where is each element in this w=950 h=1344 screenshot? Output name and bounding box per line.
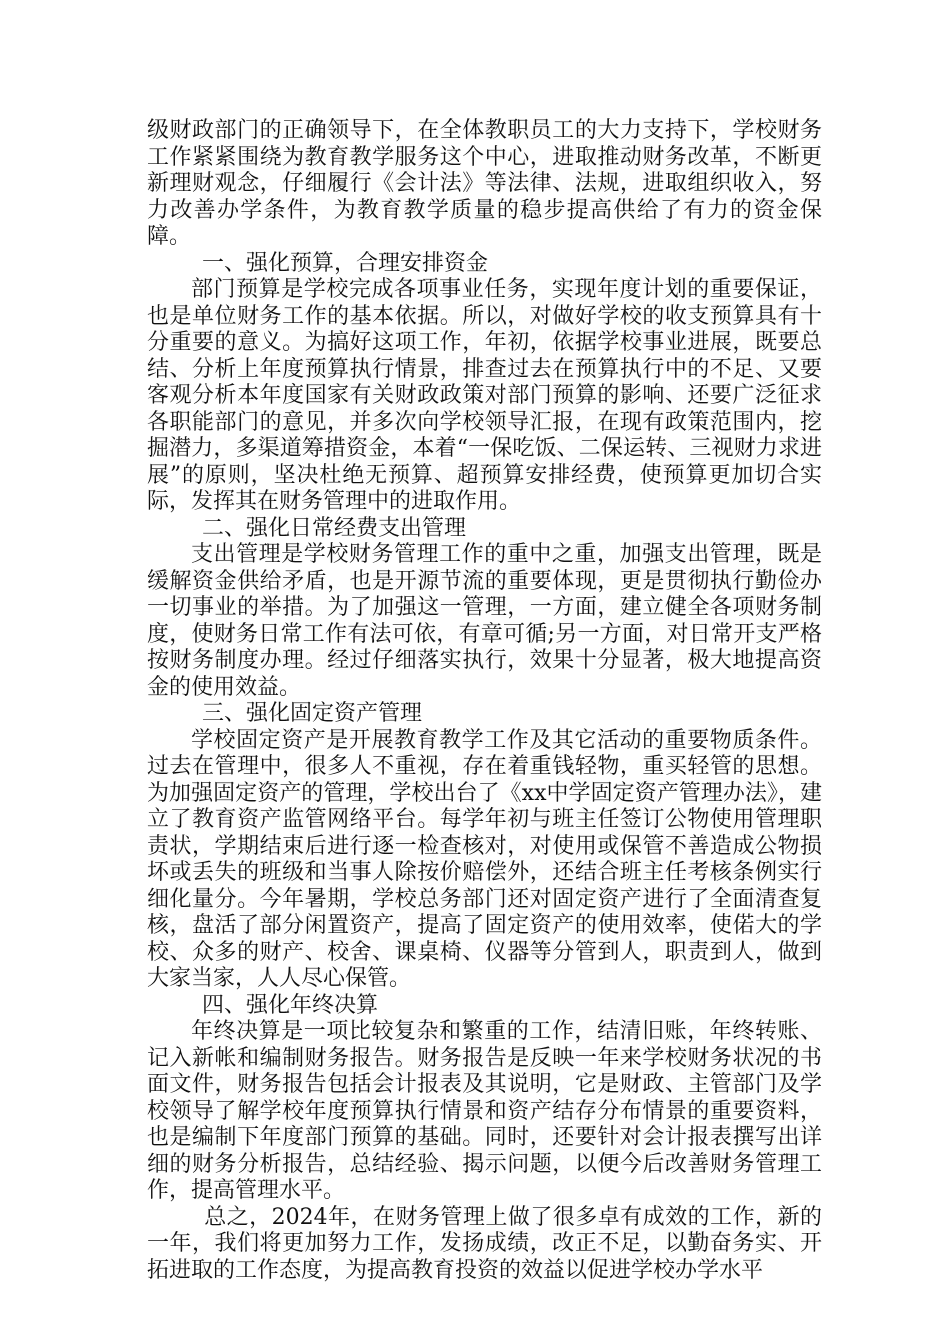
section-heading: 二、强化日常经费支出管理 bbox=[202, 515, 467, 541]
body-paragraph: 年终决算是一项比较复杂和繁重的工作，结清旧账，年终转账、记入新帐和编制财务报告。财务报告是反映一年来学校财务状况的书面文件，财务报告包括会计报表及其说明，它是财政、主管部门及学校领导了解学校年度预算执行情景和资产结存分布情景的重要资料，也是编制下年度部门预算的基础。同时，还要针对会计报表撰写出详细的财务分析报告，总结经验、揭示问题，以便今后改善财务管理工作，提高管理水平。 bbox=[147, 1019, 822, 1203]
section-heading: 三、强化固定资产管理 bbox=[202, 701, 423, 726]
section-heading: 一、强化预算，合理安排资金 bbox=[202, 250, 489, 276]
body-paragraph: 总之，2024年，在财务管理上做了很多卓有成效的工作，新的一年，我们将更加努力工作，发扬成绩，改正不足，以勤奋务实、开拓进取的工作态度，为提高教育投资的效益以促进学校办学水平 bbox=[147, 1204, 822, 1283]
body-paragraph: 部门预算是学校完成各项事业任务，实现年度计划的重要保证，也是单位财务工作的基本依据。所以，对做好学校的收支预算具有十分重要的意义。为搞好这项工作，年初，依据学校事业进展，既要总结、分析上年度预算执行情景，排查过去在预算执行中的不足、又要客观分析本年度国家有关财政政策对部门预算的影响、还要广泛征求各职能部门的意见，并多次向学校领导汇报，在现有政策范围内，挖掘潜力，多渠道筹措资金，本着“一保吃饭、二保运转、三视财力求进展”的原则，坚决杜绝无预算、超预算安排经费，使预算更加切合实际，发挥其在财务管理中的进取作用。 bbox=[147, 277, 822, 514]
body-paragraph: 级财政部门的正确领导下，在全体教职员工的大力支持下，学校财务工作紧紧围绕为教育教学服务这个中心，进取推动财务改革，不断更新理财观念，仔细履行《会计法》等法律、法规，进取组织收入，努力改善办学条件，为教育教学质量的稳步提高供给了有力的资金保障。 bbox=[147, 118, 822, 249]
body-paragraph: 支出管理是学校财务管理工作的重中之重，加强支出管理，既是缓解资金供给矛盾，也是开源节流的重要体现，更是贯彻执行勤俭办一切事业的举措。为了加强这一管理，一方面，建立健全各项财务制度，使财务日常工作有法可依，有章可循;另一方面，对日常开支严格按财务制度办理。经过仔细落实执行，效果十分显著，极大地提高资金的使用效益。 bbox=[147, 542, 822, 700]
body-paragraph: 学校固定资产是开展教育教学工作及其它活动的重要物质条件。过去在管理中，很多人不重视，存在着重钱轻物，重买轻管的思想。为加强固定资产的管理，学校出台了《xx中学固定资产管理办法》，建立了教育资产监管网络平台。每学年初与班主任签订公物使用管理职责状，学期结束后进行逐一检查核对，对使用或保管不善造成公物损坏或丢失的班级和当事人除按价赔偿外，还结合班主任考核条例实行细化量分。今年暑期，学校总务部门还对固定资产进行了全面清查复核，盘活了部分闲置资产，提高了固定资产的使用效率，使偌大的学校、众多的财产、校舍、课桌椅、仪器等分管到人，职责到人，做到大家当家，人人尽心保管。 bbox=[147, 727, 822, 991]
document-page bbox=[147, 118, 822, 1284]
section-heading: 四、强化年终决算 bbox=[202, 992, 379, 1018]
